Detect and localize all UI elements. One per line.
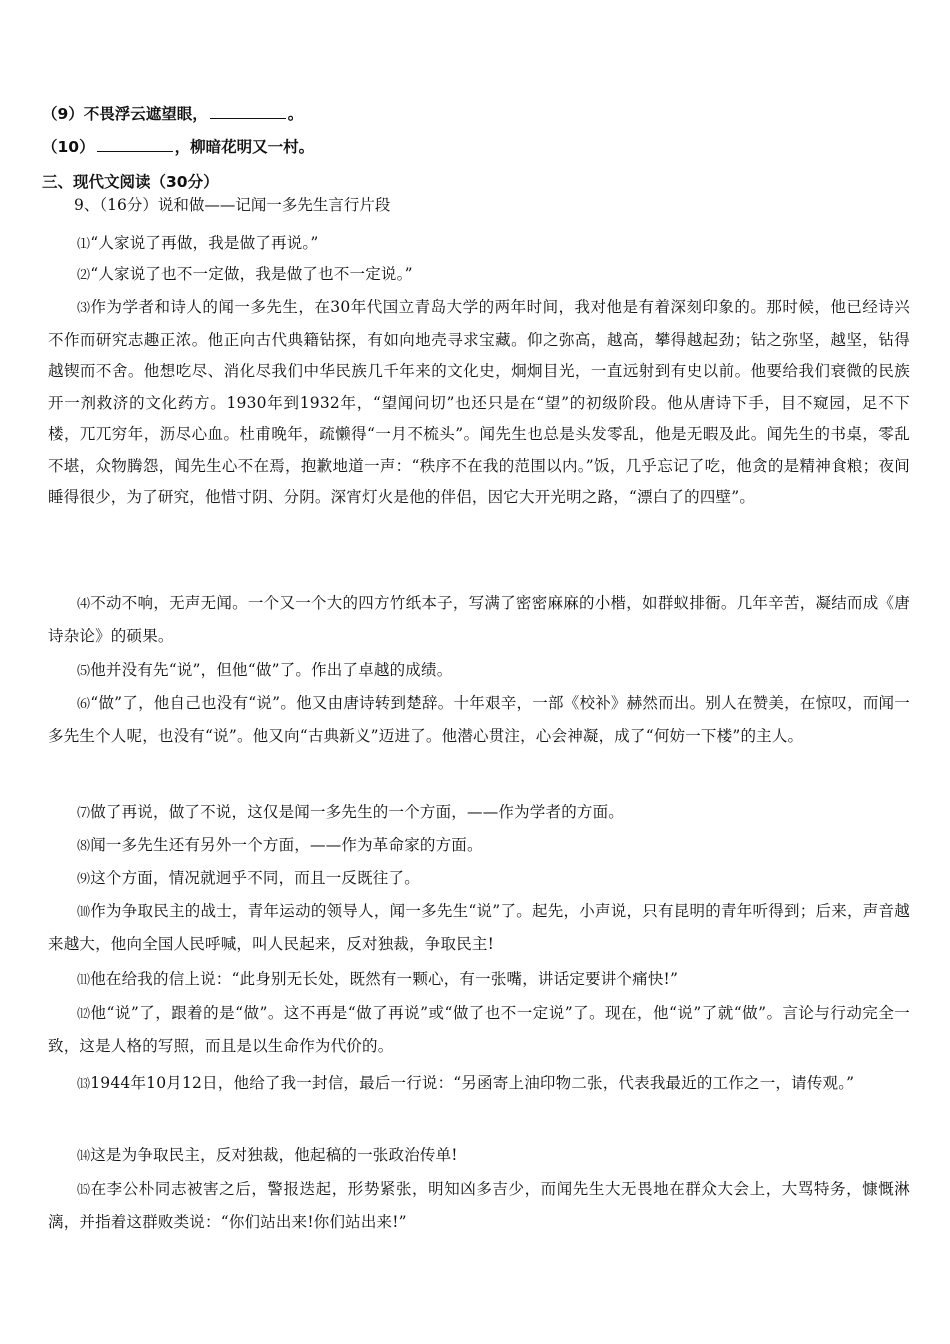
item-10-blank[interactable] xyxy=(97,138,173,152)
paragraph-5 xyxy=(48,655,910,688)
paragraph-number: ⑺ xyxy=(77,806,91,821)
paragraph-number: ⒀ xyxy=(77,1077,91,1092)
paragraph-number: ⑻ xyxy=(77,839,91,854)
paragraph-10 xyxy=(48,896,910,960)
paragraph-2 xyxy=(48,259,910,292)
item-9-prefix: （9）不畏浮云遮望眼， xyxy=(42,105,208,123)
item-10-suffix: ，柳暗花明又一村。 xyxy=(174,138,315,156)
question-title: 9、（16分）说和做——记闻一多先生言行片段 xyxy=(74,196,391,214)
paragraph-text: 做了再说，做了不说，这仅是闻一多先生的一个方面，——作为学者的方面。 xyxy=(90,803,625,821)
paragraph-number: ⑵ xyxy=(77,268,91,283)
paragraph-number: ⒂ xyxy=(77,1183,91,1198)
paragraph-text: 他“说”了，跟着的是“做”。这不再是“做了再说”或“做了也不一定说”了。现在，他“说”了就“做”。言论与行动完全一致，这是人格的写照，而且是以生命作为代价的。 xyxy=(48,1004,910,1055)
paragraph-3 xyxy=(48,292,910,514)
paragraph-text: “做”了，他自己也没有“说”。他又由唐诗转到楚辞。十年艰辛，一部《校补》赫然而出。别人在赞美，在惊叹，而闻一多先生个人呢，也没有“说”。他又向“古典新义”迈进了。他潜心贯注，心会神凝，成了“何妨一下楼”的主人。 xyxy=(48,694,911,745)
paragraph-number: ⑼ xyxy=(77,872,91,887)
paragraph-number: ⑽ xyxy=(77,905,91,920)
paragraph-1 xyxy=(48,228,910,261)
paragraph-12 xyxy=(48,998,910,1062)
paragraph-15 xyxy=(48,1174,910,1238)
paragraph-11 xyxy=(48,964,910,997)
fill-blank-item-9 xyxy=(42,104,303,124)
item-9-suffix: 。 xyxy=(287,105,304,123)
paragraph-text: 作为争取民主的战士，青年运动的领导人，闻一多先生“说”了。起先，小声说，只有昆明的青年听得到；后来，声音越来越大，他向全国人民呼喊，叫人民起来，反对独裁，争取民主! xyxy=(48,902,911,953)
paragraph-text: 他并没有先“说”，但他“做”了。作出了卓越的成绩。 xyxy=(90,661,453,679)
paragraph-number: ⑷ xyxy=(77,597,91,612)
paragraph-text: 1944年10月12日，他给了我一封信，最后一行说：“另函寄上油印物二张，代表我最近的工作之一，请传观。” xyxy=(90,1074,855,1092)
paragraph-text: 作为学者和诗人的闻一多先生，在30年代国立青岛大学的两年时间，我对他是有着深刻印象的。那时候，他已经诗兴不作而研究志趣正浓。他正向古代典籍钻探，有如向地壳寻求宝藏。仰之弥高，越高，攀得越起劲；钻之弥坚，越坚，钻得越锲而不舍。他想吃尽、消化尽我们中华民族几千年来的文化史，炯炯目光，一直远射到有史以前。他要给我们衰微的民族开一剂救济的文化药方。1930年到1932年，“望闻问切”也还只是在“望”的初级阶段。他从唐诗下手，目不窥园，足不下楼，兀兀穷年，沥尽心血。杜甫晚年，疏懒得“一月不梳头”。闻先生也总是头发零乱，他是无暇及此。闻先生的书桌，零乱不堪，众物腾怨，闻先生心不在焉，抱歉地道一声：“秩序不在我的范围以内。”饭，几乎忘记了吃，他贪的是精神食粮；夜间睡得很少，为了研究，他惜寸阴、分阴。深宵灯火是他的伴侣，因它大开光明之路，“漂白了的四壁”。 xyxy=(48,298,910,506)
section-heading: 三、现代文阅读（30分） xyxy=(42,173,219,191)
paragraph-number: ⑶ xyxy=(77,301,91,316)
paragraph-9 xyxy=(48,863,910,896)
paragraph-text: 这个方面，情况就迥乎不同，而且一反既往了。 xyxy=(90,869,420,887)
paragraph-number: ⑴ xyxy=(77,237,91,252)
item-10-prefix: （10） xyxy=(42,138,95,156)
paragraph-text: 闻一多先生还有另外一个方面，——作为革命家的方面。 xyxy=(90,836,483,854)
paragraph-number: ⑹ xyxy=(77,697,91,712)
item-9-blank[interactable] xyxy=(210,105,286,119)
paragraph-text: “人家说了再做，我是做了再说。” xyxy=(90,234,319,252)
paragraph-number: ⒁ xyxy=(77,1149,91,1164)
paragraph-text: 不动不响，无声无闻。一个又一个大的四方竹纸本子，写满了密密麻麻的小楷，如群蚁排衙。几年辛苦，凝结而成《唐诗杂论》的硕果。 xyxy=(48,594,910,645)
paragraph-4 xyxy=(48,588,910,652)
paragraph-14 xyxy=(48,1140,910,1173)
paragraph-6 xyxy=(48,688,910,752)
paragraph-number: ⑸ xyxy=(77,664,91,679)
paragraph-text: 在李公朴同志被害之后，警报迭起，形势紧张，明知凶多吉少，而闻先生大无畏地在群众大会上，大骂特务，慷慨淋漓，并指着这群败类说：“你们站出来!你们站出来!” xyxy=(48,1180,910,1231)
paragraph-text: “人家说了也不一定做，我是做了也不一定说。” xyxy=(90,265,413,283)
paragraph-number: ⑿ xyxy=(77,1007,91,1022)
paragraph-text: 这是为争取民主，反对独裁，他起稿的一张政治传单! xyxy=(90,1146,458,1164)
paragraph-13 xyxy=(48,1068,910,1101)
paragraph-7 xyxy=(48,797,910,830)
paragraph-number: ⑾ xyxy=(77,973,91,988)
paragraph-text: 他在给我的信上说：“此身别无长处，既然有一颗心，有一张嘴，讲话定要讲个痛快!” xyxy=(90,970,679,988)
fill-blank-item-10 xyxy=(42,137,314,157)
paragraph-8 xyxy=(48,830,910,863)
